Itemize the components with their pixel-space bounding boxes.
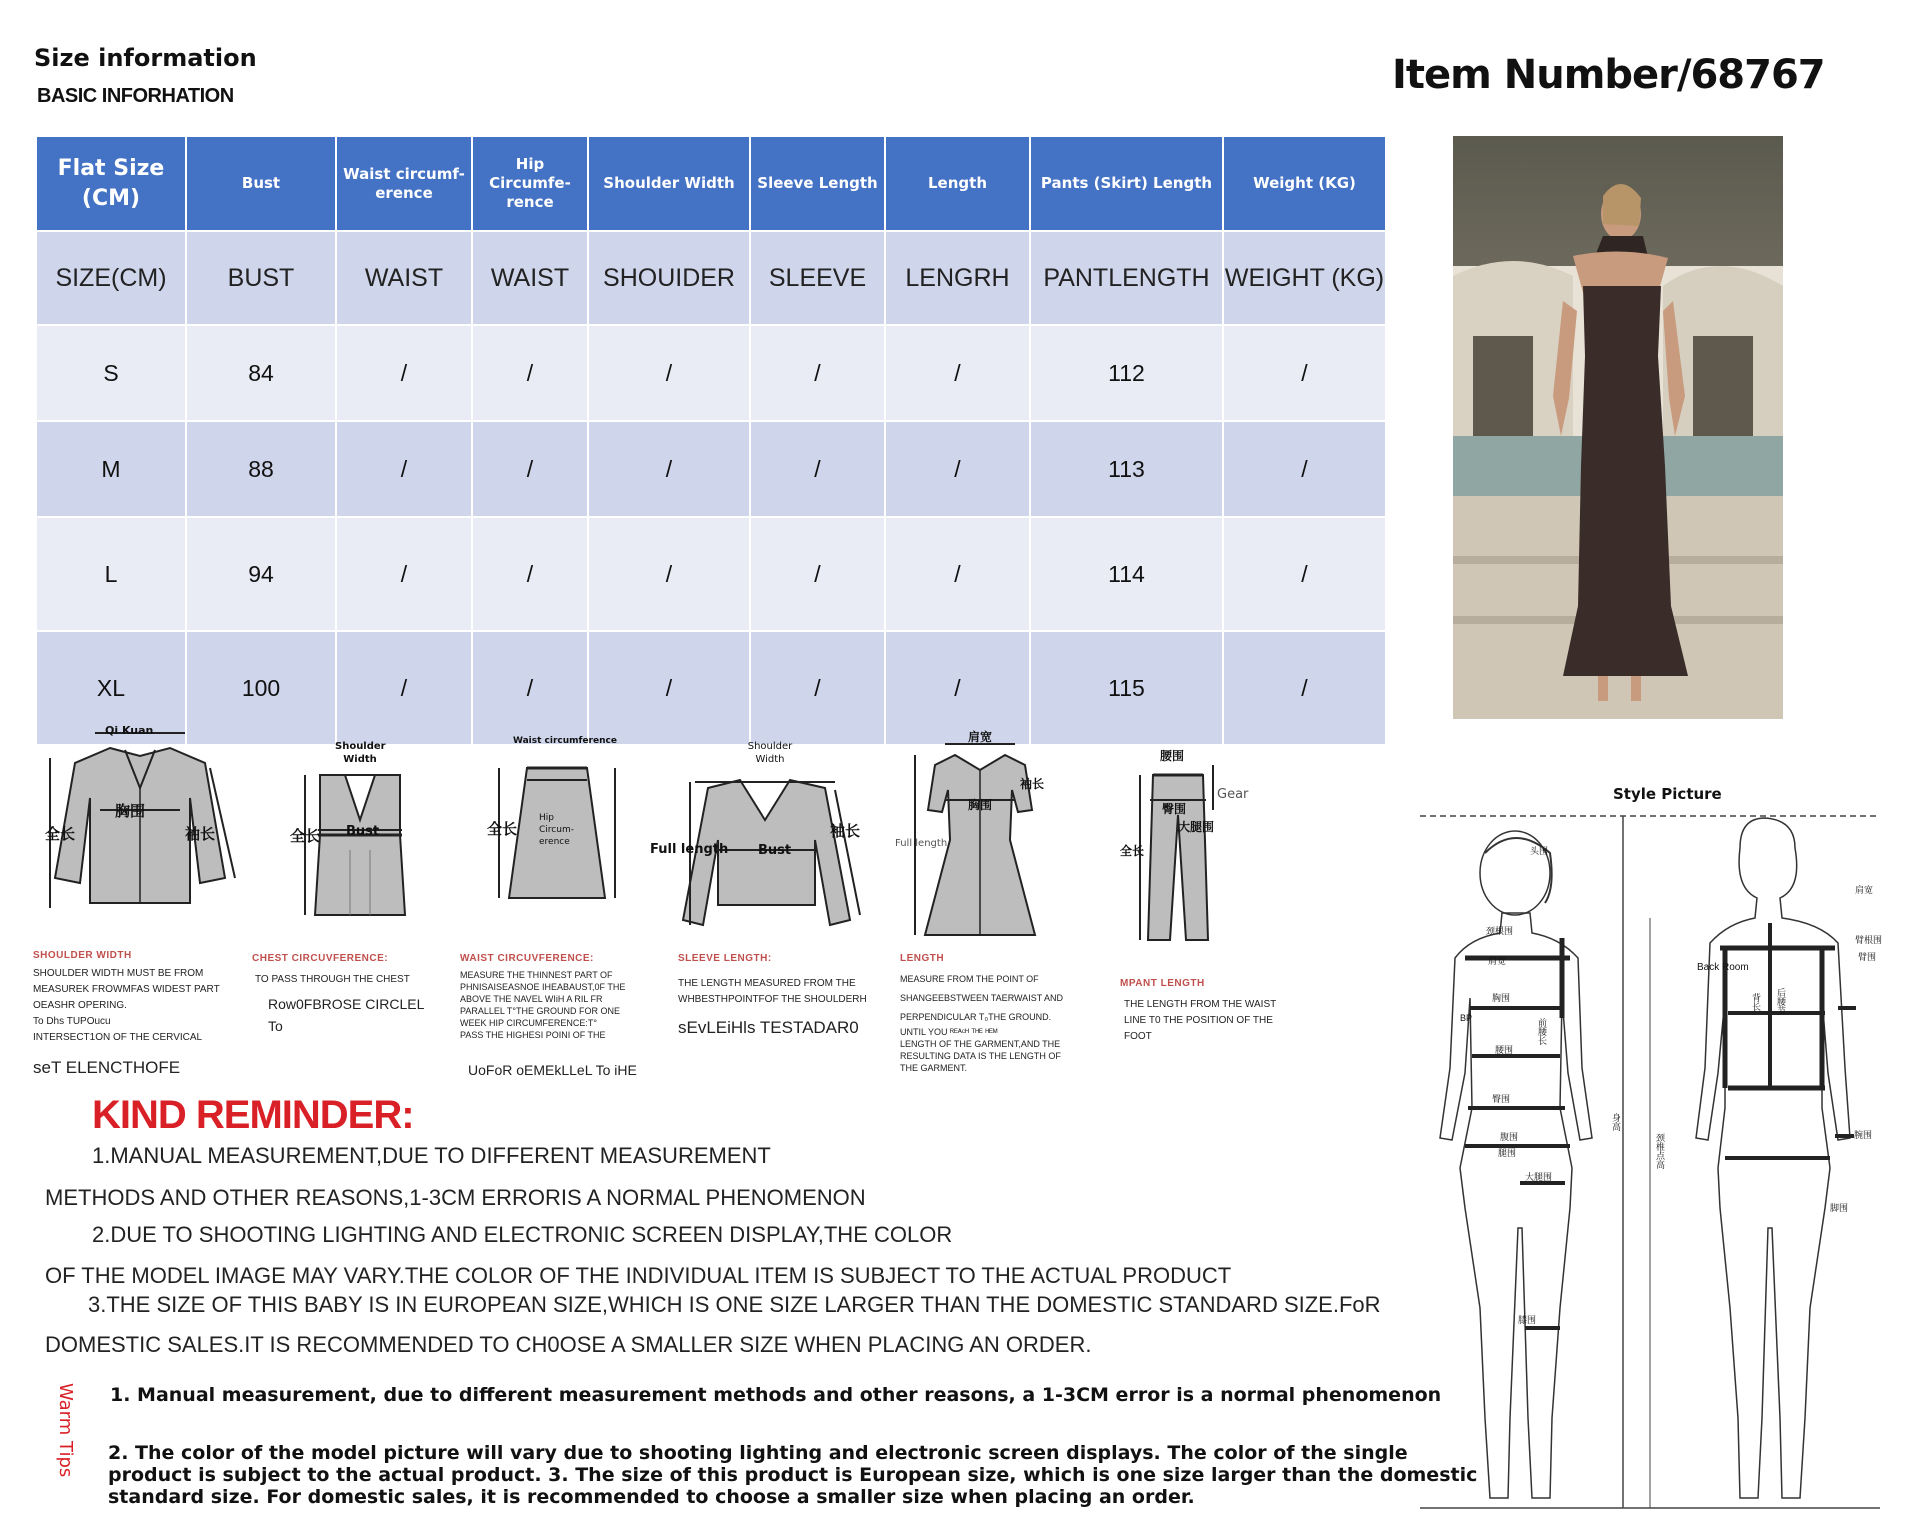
- desc-title-sleeve: SLEEVE LENGTH:: [678, 953, 772, 964]
- table-header-row: [36, 136, 1386, 231]
- cell: /: [885, 325, 1030, 421]
- cell: 114: [1030, 517, 1223, 631]
- label-hip: Hip Circum- erence: [539, 813, 574, 847]
- cell: /: [885, 421, 1030, 517]
- table-subheader-row: [36, 231, 1386, 325]
- sub-sleeve: SLEEVE: [750, 231, 885, 325]
- desc-chest-big1: Row0FBROSE CIRCLEL: [268, 996, 425, 1012]
- label-full-length: Full length: [650, 842, 729, 857]
- label-chest-cn: 胸围: [968, 798, 993, 812]
- sub-waist: WAIST: [336, 231, 472, 325]
- cell: 112: [1030, 325, 1223, 421]
- label-shoulder-front-cn: 肩宽: [1488, 956, 1507, 966]
- label-shoulder-back-cn: 肩宽: [1855, 885, 1874, 895]
- header-waist: Waist circumf-erence: [336, 136, 472, 231]
- cell: L: [36, 517, 186, 631]
- reminder-line-1: 1.MANUAL MEASUREMENT,DUE TO DIFFERENT MEASUREMENT: [92, 1143, 771, 1168]
- basic-information-subtitle: BASIC INFORHATION: [37, 85, 234, 107]
- cell: /: [750, 325, 885, 421]
- header-weight: Weight (KG): [1223, 136, 1386, 231]
- desc-shoulder: SHOULDER WIDTH MUST BE FROM MEASUREK FROWMFAS WIDEST PART OEASHR OPERING. To Dhs TUPOucu INTERSECT1ON OF THE CERVICAL: [33, 968, 220, 1043]
- top-diagram: [290, 740, 430, 920]
- sub-pants-length: PANTLENGTH: [1030, 231, 1223, 325]
- label-sleeve-cn: 袖长: [830, 822, 861, 840]
- label-arm-cn: 臂围: [1858, 952, 1877, 962]
- label-waist-cn: 腰围: [1495, 1045, 1514, 1055]
- cell: /: [750, 631, 885, 745]
- label-shoulder-cn: 肩宽: [968, 730, 993, 744]
- label-leg-cn: 腿围: [1498, 1148, 1517, 1158]
- cell: /: [750, 421, 885, 517]
- cell: /: [885, 517, 1030, 631]
- desc-waist: MEASURE THE THINNEST PART OF PHNISAISEASNOE IHEABAUST,0F THE ABOVE THE NAVEL WIiH A RIL FR PARALLEL T°THE GROUND FOR ONE WEEK HIP CIRCUMFERENCE:T° PASS THE HIGHESI POINI OF THE: [460, 970, 626, 1040]
- label-thigh-cn: 大腿围: [1178, 820, 1215, 834]
- kind-reminder-title: KIND REMINDER:: [92, 1093, 414, 1137]
- body-measurement-figure: [1410, 808, 1888, 1518]
- style-picture-title: Style Picture: [1613, 785, 1722, 803]
- cell: /: [1223, 325, 1386, 421]
- label-bust: Bust: [346, 824, 380, 839]
- label-sleeve-cn: 袖长: [185, 825, 216, 843]
- cell: /: [472, 631, 588, 745]
- sub-bust: BUST: [186, 231, 336, 325]
- label-bp: BP: [1460, 1013, 1473, 1023]
- label-waist-cn: 腰围: [1160, 749, 1185, 763]
- reminder-line-4: OF THE MODEL IMAGE MAY VARY.THE COLOR OF THE INDIVIDUAL ITEM IS SUBJECT TO THE ACTUAL PRODUCT: [45, 1263, 1232, 1288]
- desc-sleeve-big: sEvLEiHls TESTADAR0: [678, 1018, 859, 1037]
- warm-tip-2: 2. The color of the model picture will vary due to shooting lighting and electronic screen displays. The color of the single product is subject to the actual product. 3. The size of this product is European size, which is one size larger than the domestic standard size. For domestic sales, it is recommended to choose a smaller size when placing an order.: [108, 1442, 1478, 1508]
- cell: 100: [186, 631, 336, 745]
- table-row: [36, 517, 1386, 631]
- header-shoulder: Shoulder Width: [588, 136, 750, 231]
- label-qi-kuan: Qi Kuan: [105, 724, 154, 737]
- label-bust: Bust: [758, 843, 792, 858]
- label-foot-cn: 脚围: [1830, 1203, 1849, 1213]
- sub-shoulder: SHOUIDER: [588, 231, 750, 325]
- label-front-waist-length-cn: 前腰长: [1537, 1018, 1547, 1045]
- desc-waist-big: UoFoR oEMEkLLeL To iHE: [468, 1062, 637, 1078]
- desc-length-cont: UNTIL YOU ᴿᴱᴬᶜᴴ ᵀᴴᴱ ᴴᴱᴹ LENGTH OF THE GARMENT,AND THE RESULTING DATA IS THE LENGTH OF THE GARMENT.: [900, 1027, 1061, 1073]
- label-shoulder-width: Shoulder Width: [335, 741, 386, 765]
- cell: S: [36, 325, 186, 421]
- size-table: [35, 135, 1387, 746]
- label-gear: Gear: [1217, 787, 1249, 802]
- label-arm-root-cn: 臂根围: [1855, 935, 1883, 945]
- label-sleeve-cn: 袖长: [1020, 777, 1045, 791]
- back-room-label: Back Room: [1697, 962, 1749, 973]
- label-cervical-height-cn: 颈椎点高: [1655, 1133, 1665, 1169]
- label-neck-cn: 颈根围: [1486, 926, 1514, 936]
- label-wrist-cn: 腕围: [1854, 1130, 1873, 1140]
- cell: /: [472, 325, 588, 421]
- table-row: [36, 421, 1386, 517]
- label-shoulder-width: Shoulder Width: [747, 741, 793, 765]
- desc-sleeve: THE LENGTH MEASURED FROM THE WHBESTHPOINTFOF THE SHOULDERH: [678, 978, 867, 1005]
- header-pants-length: Pants (Skirt) Length: [1030, 136, 1223, 231]
- header-bust: Bust: [186, 136, 336, 231]
- warm-tip-1: 1. Manual measurement, due to different measurement methods and other reasons, a 1-3CM error is a normal phenomenon: [110, 1384, 1442, 1406]
- reminder-line-6: DOMESTIC SALES.IT IS RECOMMENDED TO CH0OSE A SMALLER SIZE WHEN PLACING AN ORDER.: [45, 1332, 1092, 1357]
- cell: /: [588, 517, 750, 631]
- desc-title-length: LENGTH: [900, 953, 945, 964]
- header-hip: Hip Circumfe-rence: [472, 136, 588, 231]
- label-hip-cn: 臀围: [1492, 1094, 1511, 1104]
- sub-size: SIZE(CM): [36, 231, 186, 325]
- cell: /: [1223, 631, 1386, 745]
- label-height-cn: 身高: [1611, 1113, 1621, 1131]
- reminder-line-3: 2.DUE TO SHOOTING LIGHTING AND ELECTRONIC SCREEN DISPLAY,THE COLOR: [92, 1222, 953, 1247]
- warm-tips-tag: Warm Tips: [55, 1383, 76, 1478]
- size-information-title: Size information: [34, 44, 257, 72]
- pants-diagram: [1118, 745, 1248, 955]
- header-sleeve: Sleeve Length: [750, 136, 885, 231]
- desc-title-shoulder: SHOULDER WIDTH: [33, 950, 132, 961]
- reminder-line-5: 3.THE SIZE OF THIS BABY IS IN EUROPEAN SIZE,WHICH IS ONE SIZE LARGER THAN THE DOMESTIC STANDARD SIZE.FoR: [88, 1292, 1381, 1317]
- label-back-length-cn: 背长: [1751, 993, 1761, 1011]
- desc-title-chest: CHEST CIRCUVFERENCE:: [252, 953, 389, 964]
- cell: 115: [1030, 631, 1223, 745]
- desc-length: MEASURE FROM THE POINT OF SHANGEEBSTWEEN TAERWAIST AND PERPENDICULAR T₀THE GROUND.: [900, 974, 1064, 1022]
- header-length: Length: [885, 136, 1030, 231]
- cell: /: [1223, 517, 1386, 631]
- label-chest-cn: 胸围: [115, 802, 146, 820]
- cell: /: [336, 325, 472, 421]
- cell: /: [472, 517, 588, 631]
- sub-hip: WAIST: [472, 231, 588, 325]
- label-thigh-cn: 大腿围: [1525, 1172, 1553, 1182]
- cell: 94: [186, 517, 336, 631]
- cell: 88: [186, 421, 336, 517]
- cell: /: [336, 517, 472, 631]
- label-chest-cn: 胸围: [1492, 993, 1511, 1003]
- sub-weight: WEIGHT (KG): [1223, 231, 1386, 325]
- skirt-diagram: [487, 738, 627, 918]
- label-full-length-cn: 全长: [487, 820, 518, 838]
- item-number: Item Number/68767: [1392, 52, 1825, 98]
- label-full-length-cn: 全长: [290, 827, 321, 845]
- label-waist-circumference: Waist circumference: [513, 736, 617, 746]
- label-full-length-cn: 全长: [45, 825, 76, 843]
- desc-title-waist: WAIST CIRCUVFERENCE:: [460, 953, 594, 964]
- label-hip-cn: 臀围: [1162, 802, 1187, 816]
- desc-pant-length: THE LENGTH FROM THE WAIST LINE T0 THE POSITION OF THE FOOT: [1124, 999, 1277, 1042]
- model-photo: [1453, 136, 1783, 719]
- label-abdomen-cn: 腹围: [1500, 1132, 1519, 1142]
- cell: 113: [1030, 421, 1223, 517]
- reminder-line-2: METHODS AND OTHER REASONS,1-3CM ERRORIS A NORMAL PHENOMENON: [45, 1185, 866, 1210]
- cell: /: [472, 421, 588, 517]
- label-full-length: Full length: [895, 838, 948, 849]
- desc-chest-big2: To: [268, 1018, 283, 1034]
- desc-shoulder-big: seT ELENCTHOFE: [33, 1058, 181, 1077]
- label-full-length-cn: 全长: [1120, 844, 1145, 858]
- desc-title-pant-length: MPANT LENGTH: [1120, 978, 1205, 989]
- cell: /: [885, 631, 1030, 745]
- cell: 84: [186, 325, 336, 421]
- cell: /: [750, 517, 885, 631]
- desc-chest: TO PASS THROUGH THE CHEST: [255, 974, 410, 985]
- sweater-diagram: [650, 740, 870, 940]
- cell: XL: [36, 631, 186, 745]
- cell: /: [588, 421, 750, 517]
- label-back-waist-cn: 后腰节: [1776, 988, 1786, 1015]
- table-row: [36, 325, 1386, 421]
- cell: /: [588, 631, 750, 745]
- cell: /: [336, 421, 472, 517]
- dress-diagram: [895, 730, 1060, 940]
- cell: /: [588, 325, 750, 421]
- jacket-diagram: [40, 724, 240, 918]
- cell: /: [1223, 421, 1386, 517]
- cell: /: [336, 631, 472, 745]
- header-flat-size: Flat Size (CM): [36, 136, 186, 231]
- label-head-cn: 头围: [1530, 846, 1549, 856]
- cell: M: [36, 421, 186, 517]
- sub-length: LENGRH: [885, 231, 1030, 325]
- label-knee-cn: 膝围: [1518, 1315, 1537, 1325]
